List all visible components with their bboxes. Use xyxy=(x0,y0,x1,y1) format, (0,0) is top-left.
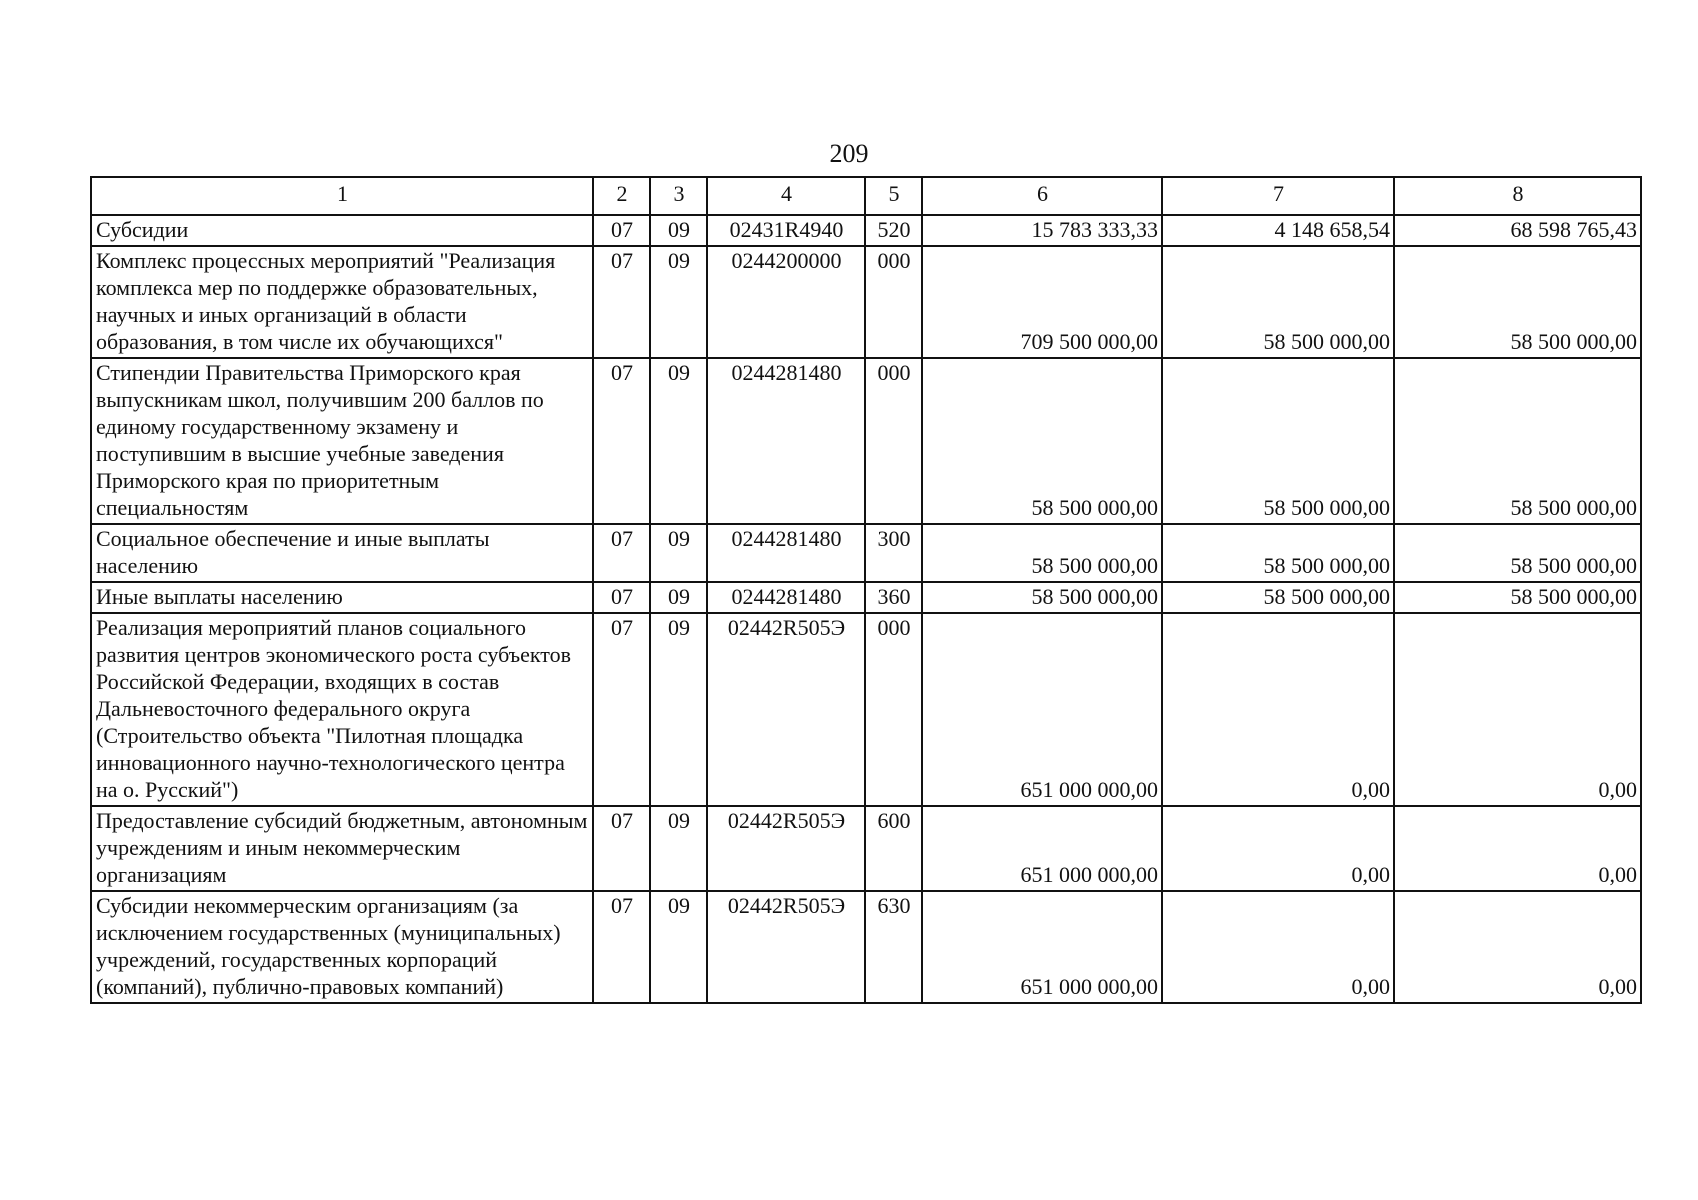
amount-col-6: 651 000 000,00 xyxy=(922,891,1162,1003)
table-row xyxy=(91,891,1641,1003)
amount-col-8: 68 598 765,43 xyxy=(1394,215,1641,246)
header-col-4: 4 xyxy=(707,177,865,215)
subsection-code: 09 xyxy=(650,246,707,358)
amount-col-8: 58 500 000,00 xyxy=(1394,582,1641,613)
expense-type-code: 300 xyxy=(865,524,922,582)
section-code: 07 xyxy=(593,524,650,582)
amount-col-6: 709 500 000,00 xyxy=(922,246,1162,358)
amount-col-7: 0,00 xyxy=(1162,891,1394,1003)
amount-col-6: 58 500 000,00 xyxy=(922,524,1162,582)
amount-col-7: 0,00 xyxy=(1162,806,1394,891)
target-article-code: 0244281480 xyxy=(707,582,865,613)
section-code: 07 xyxy=(593,358,650,524)
expense-type-code: 600 xyxy=(865,806,922,891)
expense-type-code: 000 xyxy=(865,358,922,524)
amount-col-8: 58 500 000,00 xyxy=(1394,246,1641,358)
table-row xyxy=(91,806,1641,891)
expense-type-code: 360 xyxy=(865,582,922,613)
amount-col-6: 58 500 000,00 xyxy=(922,582,1162,613)
table-row xyxy=(91,215,1641,246)
item-name: Стипендии Правительства Приморского края выпускникам школ, получившим 200 баллов по единому государственному экзамену и поступившим в высшие учебные заведения Приморского края по приоритетным специальностям xyxy=(91,358,593,524)
header-col-3: 3 xyxy=(650,177,707,215)
item-name: Иные выплаты населению xyxy=(91,582,593,613)
header-col-2: 2 xyxy=(593,177,650,215)
table-row xyxy=(91,524,1641,582)
header-row xyxy=(91,177,1641,215)
table-row xyxy=(91,358,1641,524)
target-article-code: 02431R4940 xyxy=(707,215,865,246)
target-article-code: 0244281480 xyxy=(707,358,865,524)
header-col-5: 5 xyxy=(865,177,922,215)
expense-type-code: 630 xyxy=(865,891,922,1003)
amount-col-8: 0,00 xyxy=(1394,806,1641,891)
amount-col-7: 58 500 000,00 xyxy=(1162,358,1394,524)
target-article-code: 0244281480 xyxy=(707,524,865,582)
amount-col-7: 58 500 000,00 xyxy=(1162,582,1394,613)
section-code: 07 xyxy=(593,806,650,891)
subsection-code: 09 xyxy=(650,582,707,613)
table-body xyxy=(91,215,1641,1003)
item-name: Предоставление субсидий бюджетным, автономным учреждениям и иным некоммерческим организациям xyxy=(91,806,593,891)
table-header xyxy=(91,177,1641,215)
amount-col-8: 0,00 xyxy=(1394,613,1641,806)
budget-table xyxy=(90,176,1642,1004)
section-code: 07 xyxy=(593,246,650,358)
target-article-code: 0244200000 xyxy=(707,246,865,358)
amount-col-6: 58 500 000,00 xyxy=(922,358,1162,524)
amount-col-8: 58 500 000,00 xyxy=(1394,524,1641,582)
item-name: Субсидии xyxy=(91,215,593,246)
section-code: 07 xyxy=(593,582,650,613)
amount-col-6: 651 000 000,00 xyxy=(922,613,1162,806)
table-row xyxy=(91,613,1641,806)
subsection-code: 09 xyxy=(650,891,707,1003)
amount-col-6: 15 783 333,33 xyxy=(922,215,1162,246)
item-name: Комплекс процессных мероприятий "Реализация комплекса мер по поддержке образовательных, научных и иных организаций в области образования, в том числе их обучающихся" xyxy=(91,246,593,358)
expense-type-code: 000 xyxy=(865,246,922,358)
target-article-code: 02442R505Э xyxy=(707,613,865,806)
subsection-code: 09 xyxy=(650,806,707,891)
amount-col-7: 58 500 000,00 xyxy=(1162,524,1394,582)
amount-col-7: 4 148 658,54 xyxy=(1162,215,1394,246)
table-row xyxy=(91,582,1641,613)
item-name: Субсидии некоммерческим организациям (за исключением государственных (муниципальных) учреждений, государственных корпораций (компаний), публично-правовых компаний) xyxy=(91,891,593,1003)
subsection-code: 09 xyxy=(650,215,707,246)
section-code: 07 xyxy=(593,891,650,1003)
expense-type-code: 000 xyxy=(865,613,922,806)
subsection-code: 09 xyxy=(650,613,707,806)
section-code: 07 xyxy=(593,613,650,806)
target-article-code: 02442R505Э xyxy=(707,891,865,1003)
amount-col-6: 651 000 000,00 xyxy=(922,806,1162,891)
item-name: Реализация мероприятий планов социального развития центров экономического роста субъектов Российской Федерации, входящих в состав Дальневосточного федерального округа (Строительство объекта "Пилотная площадка инновационного научно-технологического центра на о. Русский") xyxy=(91,613,593,806)
section-code: 07 xyxy=(593,215,650,246)
amount-col-8: 0,00 xyxy=(1394,891,1641,1003)
page-number: 209 xyxy=(829,139,869,168)
subsection-code: 09 xyxy=(650,524,707,582)
table-row xyxy=(91,246,1641,358)
subsection-code: 09 xyxy=(650,358,707,524)
header-col-8: 8 xyxy=(1394,177,1641,215)
target-article-code: 02442R505Э xyxy=(707,806,865,891)
header-col-6: 6 xyxy=(922,177,1162,215)
amount-col-7: 0,00 xyxy=(1162,613,1394,806)
item-name: Социальное обеспечение и иные выплаты населению xyxy=(91,524,593,582)
expense-type-code: 520 xyxy=(865,215,922,246)
amount-col-7: 58 500 000,00 xyxy=(1162,246,1394,358)
header-col-7: 7 xyxy=(1162,177,1394,215)
header-col-1: 1 xyxy=(91,177,593,215)
amount-col-8: 58 500 000,00 xyxy=(1394,358,1641,524)
